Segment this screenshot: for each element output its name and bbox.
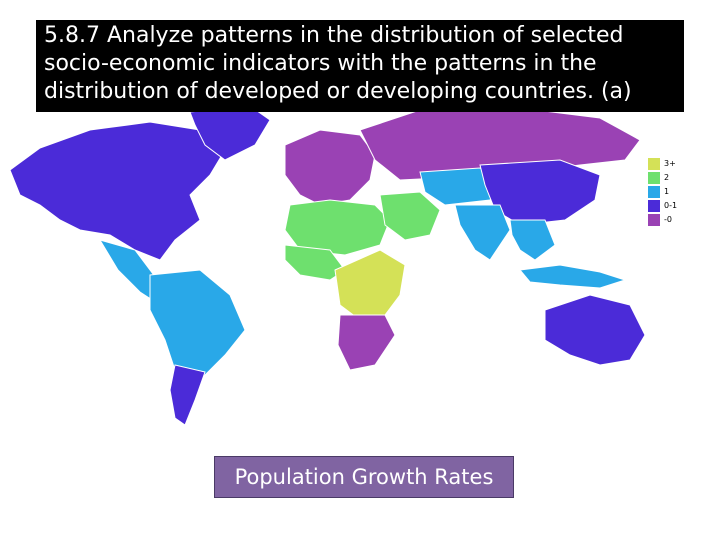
region-europe [285, 130, 375, 205]
region-central-africa [335, 250, 405, 320]
region-southern-africa [338, 315, 395, 370]
map-legend [644, 155, 702, 231]
legend-label: 0-1 [664, 201, 678, 210]
legend-label: 2 [664, 173, 670, 182]
legend-label: 3+ [664, 159, 676, 168]
world-map [0, 100, 720, 440]
title-line-2: socio-economic indicators with the patterns in the [44, 51, 597, 76]
region-middle-east [380, 192, 440, 240]
legend-swatch [648, 158, 660, 170]
region-indonesia [520, 265, 625, 288]
legend-item-3-plus [644, 157, 702, 169]
region-argentina-chile [170, 365, 205, 425]
legend-swatch [648, 186, 660, 198]
legend-item-1 [644, 185, 702, 197]
region-southeast-asia [510, 220, 555, 260]
legend-item-0-1 [644, 199, 702, 211]
region-north-america [10, 122, 225, 260]
title-line-3: distribution of developed or developing countries. (a) [44, 79, 632, 104]
legend-swatch [648, 214, 660, 226]
map-caption: Population Growth Rates [214, 456, 514, 498]
region-india [455, 205, 510, 260]
legend-swatch [648, 200, 660, 212]
legend-label: -0 [664, 215, 672, 224]
legend-label: 1 [664, 187, 670, 196]
title-line-1: 5.8.7 Analyze patterns in the distribution of selected [44, 23, 624, 48]
legend-item-minus-0 [644, 213, 702, 225]
region-south-america [150, 270, 245, 385]
slide-title [36, 20, 684, 112]
region-australia [545, 295, 645, 365]
legend-item-2 [644, 171, 702, 183]
legend-swatch [648, 172, 660, 184]
